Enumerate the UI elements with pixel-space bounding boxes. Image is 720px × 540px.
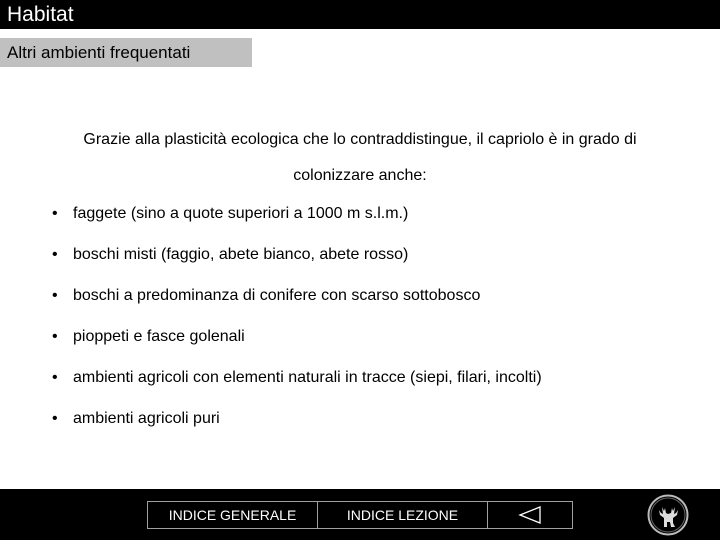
- list-item: [52, 281, 692, 322]
- page-title: Habitat: [7, 3, 74, 26]
- back-button[interactable]: [487, 501, 573, 529]
- triangle-left-icon: [518, 505, 542, 525]
- list-item: [52, 322, 692, 363]
- bullet-icon: •: [52, 205, 58, 222]
- intro-text: [30, 122, 690, 194]
- intro-line-2: colonizzare anche:: [293, 167, 427, 184]
- section-subtitle: Altri ambienti frequentati: [0, 38, 252, 67]
- list-item-text: pioppeti e fasce golenali: [73, 328, 245, 345]
- list-item-text: boschi misti (faggio, abete bianco, abete rosso): [73, 246, 409, 263]
- list-item: [52, 404, 692, 445]
- footer-nav: [0, 489, 720, 540]
- list-item-text: ambienti agricoli puri: [73, 410, 220, 427]
- lesson-index-button[interactable]: INDICE LEZIONE: [317, 501, 488, 529]
- list-item: [52, 199, 692, 240]
- bullet-icon: •: [52, 369, 58, 386]
- page-title-bar: [0, 0, 720, 29]
- list-item: [52, 240, 692, 281]
- general-index-button[interactable]: INDICE GENERALE: [147, 501, 318, 529]
- bullet-icon: •: [52, 410, 58, 427]
- list-item-text: ambienti agricoli con elementi naturali in tracce (siepi, filari, incolti): [73, 369, 542, 386]
- list-item-text: boschi a predominanza di conifere con scarso sottobosco: [73, 287, 481, 304]
- bullet-icon: •: [52, 328, 58, 345]
- bullet-icon: •: [52, 287, 58, 304]
- list-item-text: faggete (sino a quote superiori a 1000 m s.l.m.): [73, 205, 409, 222]
- habitat-list: [52, 199, 692, 445]
- intro-line-1: Grazie alla plasticità ecologica che lo contraddistingue, il capriolo è in grado di: [83, 131, 637, 148]
- list-item: [52, 363, 692, 404]
- deer-emblem-icon: [647, 494, 689, 536]
- bullet-icon: •: [52, 246, 58, 263]
